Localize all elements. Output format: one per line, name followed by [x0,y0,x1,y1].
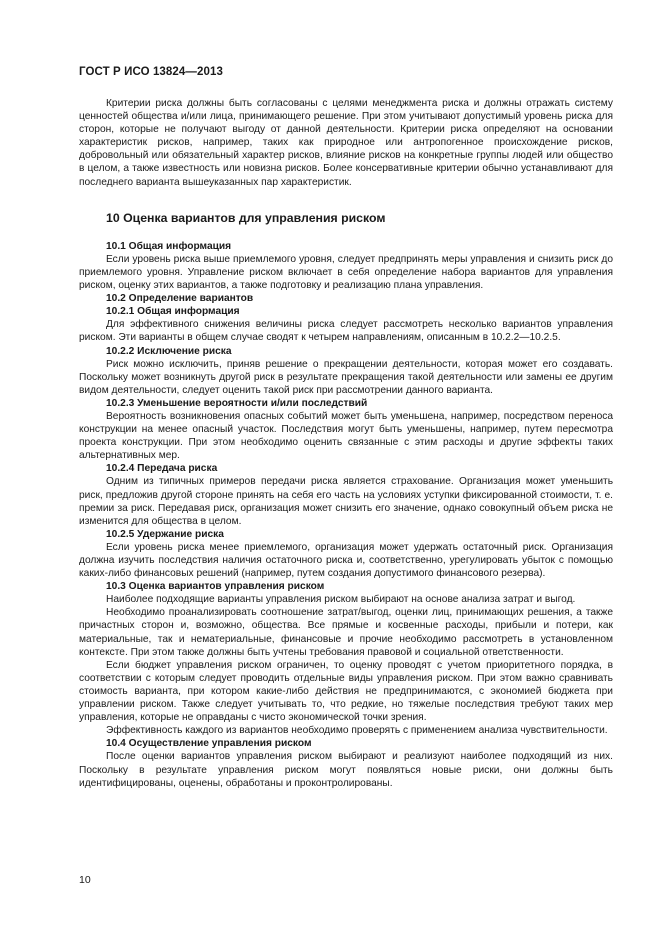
section-10-3-paragraph-3: Если бюджет управления риском ограничен, то оценку проводят с учетом приоритетного порядка, в соответствии с которым следует проводить отдельные виды управления риском. При этом важно сравнивать стоимость варианта, при котором какие-либо действия не предпринимаются, с экономией бюджета при управлении риском. Также следует учитывать то, что редкие, но тяжелые последствия требуют таких мер управления, которые не оправданы с чисто экономической точки зрения. [79,659,613,724]
section-10-2-4-heading: 10.2.4 Передача риска [106,463,218,475]
section-10-2-4-paragraph: Одним из типичных примеров передачи риска является страхование. Организация может уменьшить риск, предложив другой стороне принять на себя его часть на условиях уступки фиксированной стоимости, т. е. премии за риск. Передавая риск, организация может снизить его значение, однако совокупный объем риска не изменится для общества в целом. [79,476,613,527]
section-10-1-paragraph: Если уровень риска выше приемлемого уровня, следует предпринять меры управления и снизить риск до приемлемого уровня. Управление риском включает в себя определение набора вариантов для управления риском, оценку этих вариантов, а также подготовку и реализацию плана управления. [79,253,613,292]
page-number: 10 [79,874,91,886]
section-10-2-5-heading: 10.2.5 Удержание риска [106,528,224,540]
section-10-2-heading: 10.2 Определение вариантов [106,293,254,305]
section-10-2-3-paragraph: Вероятность возникновения опасных событий может быть уменьшена, например, посредством переноса конструкции на менее опасный участок. Последствия могут быть уменьшены, например, путем пересмотра проекта конструкции. При этом необходимо оценить связанные с этим расходы и другие эффекты таких альтернативных мер. [79,410,613,462]
section-10-4-paragraph: После оценки вариантов управления риском выбирают и реализуют наиболее подходящий из них. Поскольку в результате управления риском могут появляться новые риски, они должны быть идентифицированы, оценены, обработаны и проконтролированы. [79,751,613,789]
section-10-2-2-heading: 10.2.2 Исключение риска [106,345,232,357]
section-10-3-paragraph-1: Наиболее подходящие варианты управления риском выбирают на основе анализа затрат и выгод. [106,594,576,606]
document-body [79,97,613,790]
section-10-3-heading: 10.3 Оценка вариантов управления риском [106,581,325,593]
section-10-3-paragraph-4: Эффективность каждого из вариантов необходимо проверять с применением анализа чувствительности. [106,725,608,737]
section-10-heading: 10 Оценка вариантов для управления риском [106,210,386,225]
section-10-2-1-heading: 10.2.1 Общая информация [106,306,240,318]
intro-paragraph: Критерии риска должны быть согласованы с целями менеджмента риска и должны отражать систему ценностей общества и/или лица, принимающего решение. При этом учитывают допустимый уровень риска для сторон, которые не получают выгоду от данной деятельности. Критерии риска определяют на основании характеристик рисков, например, таких как природное или антропогенное происхождение рисков, добровольный или обязательный характер рисков, влияние рисков на конкретные группы людей или общество в целом, а также известность или новизна рисков. Более консервативные критерии обычно устанавливают для последнего варианта вышеуказанных пар характеристик. [79,98,613,188]
section-10-4-heading: 10.4 Осуществление управления риском [106,738,312,750]
section-10-2-5-paragraph: Если уровень риска менее приемлемого, организация может удержать остаточный риск. Организация должна изучить последствия наличия остаточного риска и, соответственно, урегулировать убыток с помощью каких-либо финансовых решений (например, путем создания допустимого финансового резерва). [79,541,613,580]
section-10-2-3-heading: 10.2.3 Уменьшение вероятности и/или последствий [106,397,368,409]
section-10-3-paragraph-2: Необходимо проанализировать соотношение затрат/выгод, оценки лиц, принимающих решения, а также причастных сторон и, возможно, общества. Все прямые и косвенные расходы, прибыли и потери, как материальные, так и нематериальные, финансовые и прочие необходимо рассмотреть в установленном контексте. При этом также должны быть учтены требования правовой и социальной ответственности. [79,607,613,658]
section-10-2-1-paragraph: Для эффективного снижения величины риска следует рассмотреть несколько вариантов управления риском. Эти варианты в общем случае сводят к четырем направлениям, описанным в 10.2.2—10.2.5. [79,319,613,344]
section-10-2-2-paragraph: Риск можно исключить, приняв решение о прекращении деятельности, которая может его создавать. Поскольку может возникнуть другой риск в результате прекращения такой деятельности или замены ее другим видом деятельности, следует оценить такой риск при рассмотрении данного варианта. [79,358,613,396]
section-10-1-heading: 10.1 Общая информация [106,240,232,252]
document-header: ГОСТ Р ИСО 13824—2013 [79,66,224,78]
